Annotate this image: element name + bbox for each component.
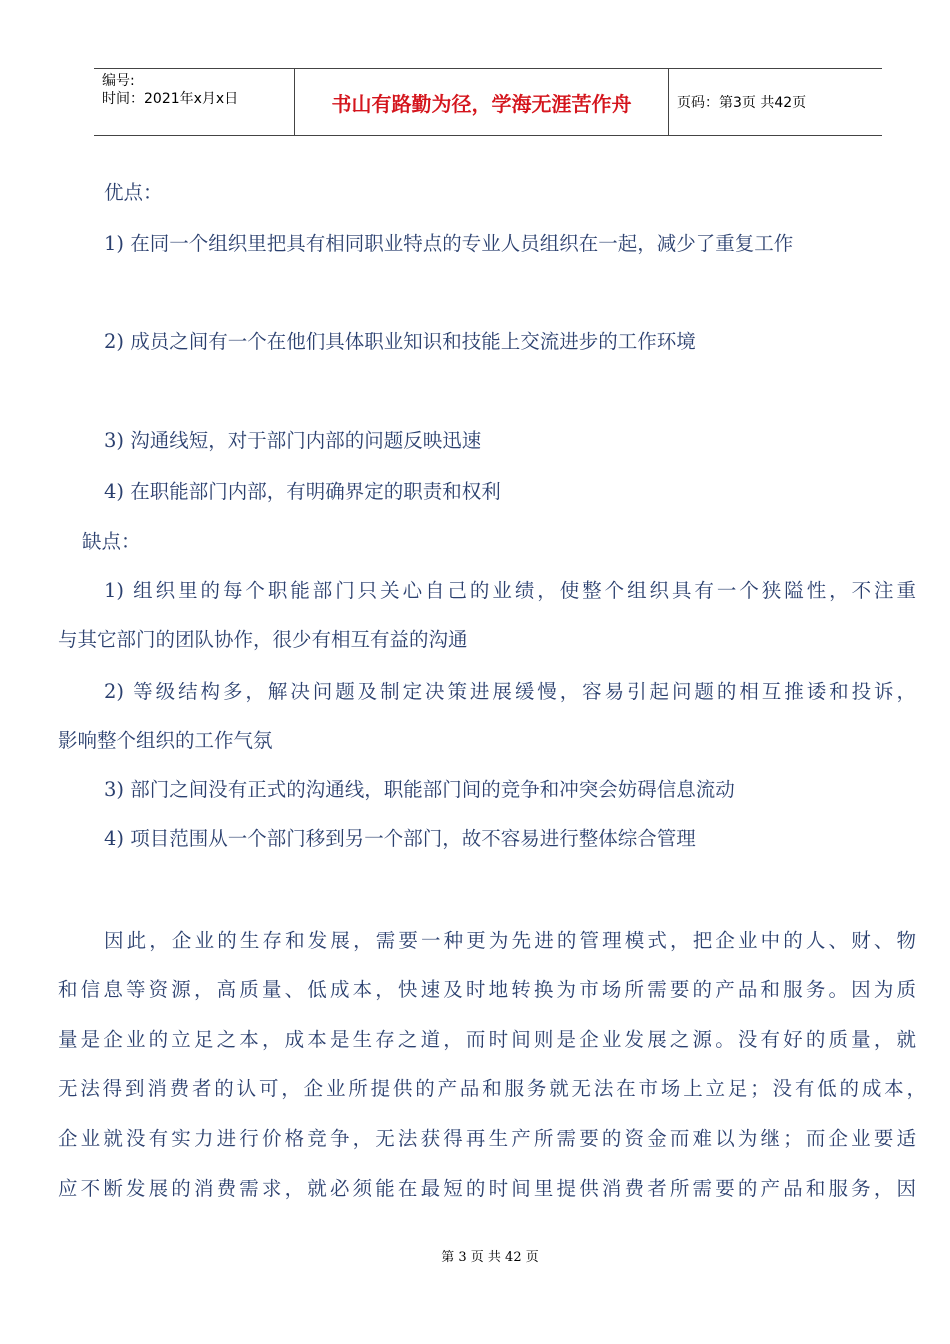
page-header	[94, 68, 882, 136]
paragraph-line: 2) 成员之间有一个在他们具体职业知识和技能上交流进步的工作环境	[104, 330, 696, 353]
paragraph-line: 企业就没有实力进行价格竞争，无法获得再生产所需要的资金而难以为继；而企业要适	[58, 1127, 916, 1150]
paragraph-line: 3) 沟通线短，对于部门内部的问题反映迅速	[104, 429, 482, 452]
paragraph-line: 无法得到消费者的认可，企业所提供的产品和服务就无法在市场上立足；没有低的成本，	[58, 1077, 926, 1100]
header-motto: 书山有路勤为径，学海无涯苦作舟	[331, 91, 632, 116]
header-page-info: 页码：第3页 共42页	[677, 95, 807, 111]
paragraph-line: 与其它部门的团队协作，很少有相互有益的沟通	[58, 628, 468, 651]
page-footer: 第 3 页 共 42 页	[441, 1250, 539, 1265]
header-meta	[94, 69, 295, 135]
paragraph-line: 4) 项目范围从一个部门移到另一个部门，故不容易进行整体综合管理	[104, 827, 696, 850]
paragraph-line: 影响整个组织的工作气氛	[58, 729, 273, 752]
paragraph-line: 3) 部门之间没有正式的沟通线，职能部门间的竞争和冲突会妨碍信息流动	[104, 778, 735, 801]
paragraph-line: 和信息等资源，高质量、低成本，快速及时地转换为市场所需要的产品和服务。因为质	[58, 978, 916, 1001]
paragraph-line: 应不断发展的消费需求，就必须能在最短的时间里提供消费者所需要的产品和服务，因	[58, 1177, 916, 1200]
paragraph-line: 因此，企业的生存和发展，需要一种更为先进的管理模式，把企业中的人、财、物	[104, 929, 916, 952]
paragraph-line: 1) 组织里的每个职能部门只关心自己的业绩，使整个组织具有一个狭隘性，不注重	[104, 579, 916, 602]
header-motto-cell	[295, 69, 669, 135]
doc-time-label: 时间：2021年x月x日	[102, 91, 239, 107]
paragraph-line: 4) 在职能部门内部，有明确界定的职责和权利	[104, 480, 501, 503]
section-label-advantages: 优点：	[104, 181, 163, 204]
section-label-disadvantages: 缺点：	[82, 530, 141, 553]
paragraph-line: 1) 在同一个组织里把具有相同职业特点的专业人员组织在一起，减少了重复工作	[104, 232, 794, 255]
doc-number-label: 编号:	[102, 73, 135, 89]
paragraph-line: 量是企业的立足之本，成本是生存之道，而时间则是企业发展之源。没有好的质量，就	[58, 1028, 916, 1051]
paragraph-line: 2) 等级结构多，解决问题及制定决策进展缓慢，容易引起问题的相互推诿和投诉，	[104, 680, 916, 703]
